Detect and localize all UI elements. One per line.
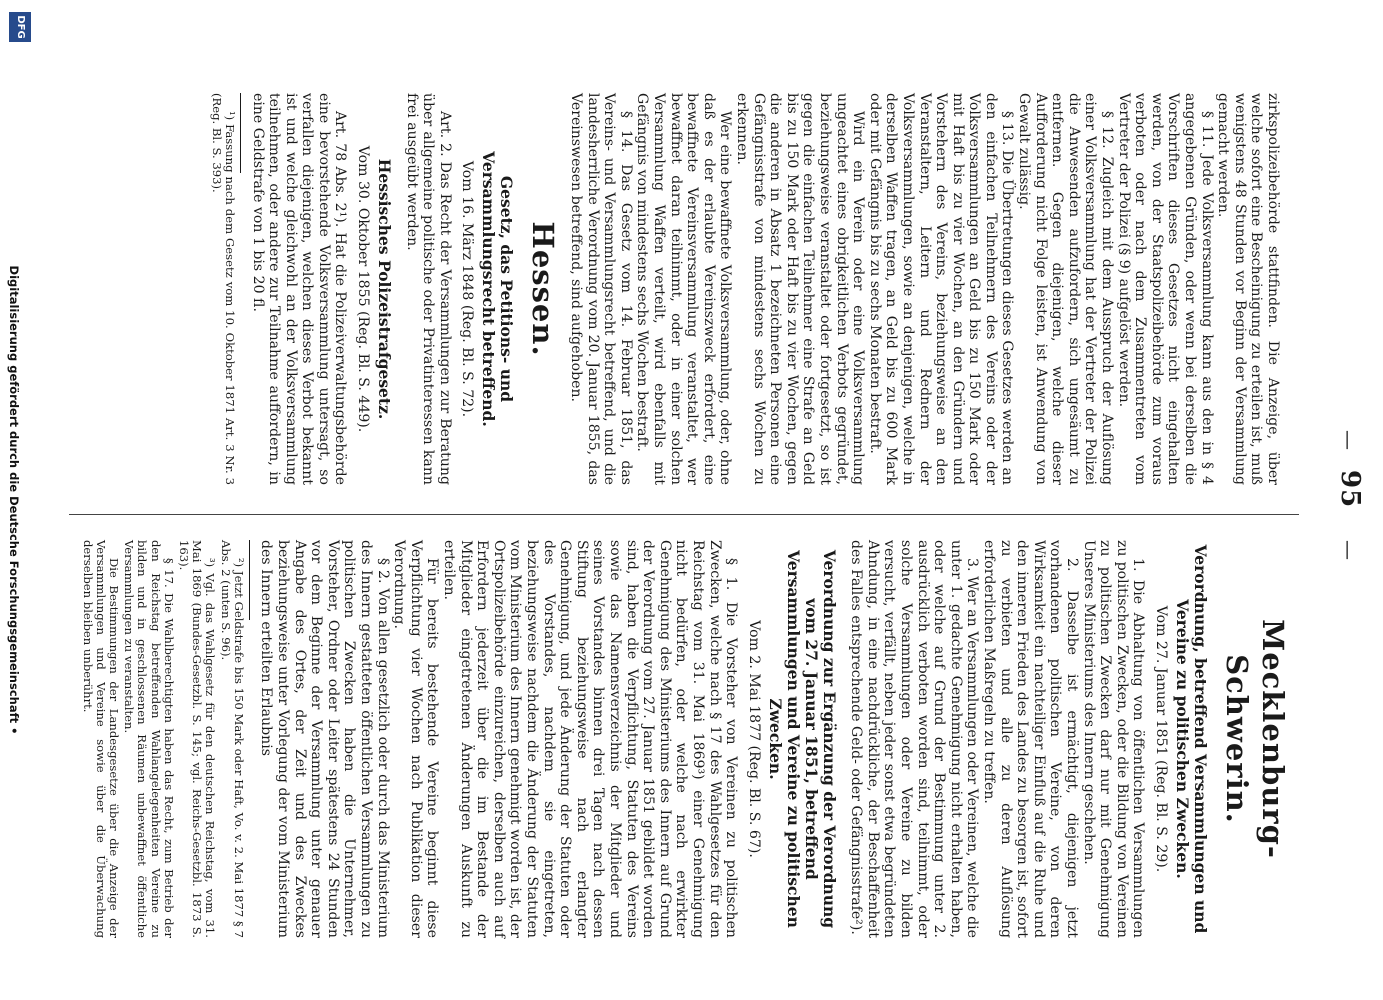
article-2: Art. 2. Das Recht der Versammlungen zur Beratung über allgemeine politische oder Privatinteressen kann frei ausgeübt werden.	[403, 93, 453, 485]
footnote-1: ¹) Fassung nach dem Gesetz vom 10. Oktober 1871 Art. 3 Nr. 3 (Reg. Bl. S. 393).	[209, 93, 237, 485]
footnote-rule	[249, 540, 250, 620]
right-column	[80, 540, 1297, 938]
page-header	[1321, 0, 1365, 1000]
footnote-3-continuation: Die Bestimmungen der Landesgesetze über die Anzeige der Versammlungen und Vereine sowie über die Überwachung derselben bleiben unberührt.	[80, 540, 122, 938]
ordinance-1851-date: Vom 27. Januar 1851 (Reg. Bl. S. 29).	[1153, 605, 1169, 873]
ordinance-1877-date: Vom 2. Mai 1877 (Reg. Bl. S. 67).	[745, 620, 762, 858]
section-12: § 12. Zugleich mit dem Ausspruch der Auflösung einer Volksversammlung hat der Vertreter der Polizei die Anwesenden aufzufordern, sich ungesäumt zu entfernen. Gegen diejenigen, welche dieser Aufforderung nicht Folge leisten, ist Anwendung von Gewalt zulässig.	[1016, 93, 1116, 485]
heading-police-law: Hessisches Polizeistrafgesetz.	[375, 158, 395, 420]
article-78: Art. 78 Abs. 2¹). Hat die Polizeiverwaltungsbehörde eine bevorstehende Volksversammlung untersagt, so verfallen diejenigen, welchen dieses Verbot bekannt ist und welche gleichwohl an der Volksversammlung teilnehmen, oder andere zur Teilnahme auffordern, in eine Geldstrafe von 1 bis 20 fl.	[249, 93, 349, 485]
section-2: § 2. Von allen gesetzlich oder durch das Ministerium des Innern gestatteten öffentlichen Versammlungen zu politischen Zwecken haben die Unternehmer, Vorsteher, Ordner oder Leiter spätestens 24 Stunden vor dem Beginne der Versammlung unter genauer Angabe des Ortes, der Zeit und des Zweckes beziehungsweise unter Vorlegung der vom Ministerium des Innern erteilten Erlaubnis	[258, 540, 391, 938]
header-dash-left: —	[1337, 430, 1361, 450]
section-13: § 13. Die Übertretungen dieses Gesetzes werden an den einfachen Teilnehmern des Vereins oder der Volksversammlungen an Geld bis zu 150 Mark oder mit Haft bis zu vier Wochen, an den Gründern und Vorstehern des Vereins, beziehungsweise an den Veranstaltern, Leitern und Rednern der Volksversammlungen, sowie an denjenigen, welche in derselben Waffen tragen, an Geld bis zu 600 Mark oder mit Gefängnis bis zu sechs Monaten bestraft.	[866, 93, 1016, 485]
heading-hessen: Hessen.	[526, 221, 561, 357]
section-14: § 14. Das Gesetz vom 14. Februar 1851, das Vereins- und Versammlungsrecht betreffend, und die landesherrliche Verordnung vom 20. Januar 1855, das Vereinswesen betreffend, sind aufgehoben.	[568, 93, 634, 485]
section-1: § 1. Die Vorsteher von Vereinen zu politischen Zwecken, welche nach § 17 des Wahlgesetzes für den Reichstag vom 31. Mai 1869³) einer Genehmigung nicht bedürfen, oder welche nach erwirkter Genehmigung des Ministeriums des Innern auf Grund der Verordnung vom 27. Januar 1851 gebildet worden sind, haben die Verpflichtung, Statuten des Vereins sowie das Namensverzeichnis der Mitglieder und seines Vorstandes binnen drei Tagen nach dessen Stiftung beziehungsweise nach erlangter Genehmigung, und jede Änderung der Statuten oder des Vorstandes, nachdem sie eingetreten, beziehungsweise nachdem die Änderung der Statuten vom Ministerium des Innern genehmigt worden ist, der Ortspolizeibehörde einzureichen, derselben auch auf Erfordern jederzeit über die im Bestande der Mitglieder eingetretenen Änderungen Auskunft zu erteilen.	[441, 540, 740, 938]
item-2: 2. Dasselbe ist ermächtigt, diejenigen jetzt vorhandenen politischen Vereine, von deren Wirksamkeit ein nachteiliger Einfluß auf die Ruhe und den inneren Frieden des Landes zu besorgen ist, sofort zu verbieten und alle zu deren Auflösung erforderlichen Maßregeln zu treffen.	[981, 540, 1081, 938]
footnote-3-section-17: § 17. Die Wahlberechtigten haben das Recht, zum Betrieb der den Reichstag betreffenden Wahlangelegenheiten Vereine zu bilden und in geschlossenen Räumen unbewaffnet öffentliche Versammlungen zu veranstalten.	[122, 540, 176, 938]
footnote-2: ²) Jetzt Geldstrafe bis 150 Mark oder Haft, Vo. v. 2. Mai 1877 § 7 Abs. 2 (unten S. 96).	[218, 540, 246, 938]
paragraph: zirkspolizeibehörde stattfinden. Die Anzeige, über welche sofort eine Bescheinigung zu erteilen ist, muß wenigstens 48 Stunden vor Beginn der Versammlung gemacht werden.	[1215, 93, 1281, 485]
footnote-rule	[240, 93, 241, 173]
heading-ordinance-1851: Verordnung, betreffend Versammlungen und Vereine zu politischen Zwecken.	[1173, 544, 1210, 934]
page-number: 95	[1335, 470, 1365, 509]
paragraph: Wer eine bewaffnete Volksversammlung, oder, ohne daß es der erlaubte Vereinszweck erfordert, eine bewaffnete Vereinsversammlung veranstaltet, wer bewaffnet daran teilnimmt, oder in einer solchen Versammlung Waffen verteilt, wird ebenfalls mit Gefängnis von mindestens sechs Wochen bestraft.	[634, 93, 734, 485]
heading-ordinance-1877: Verordnung zur Ergänzung der Verordnung vom 27. Januar 1851, betreffend Versammlungen und Vereine zu politischen Zwecken.	[765, 549, 839, 929]
digitization-credit: Digitalisierung gefördert durch die Deutsche Forschungsgemeinschaft •	[7, 265, 21, 735]
item-3: 3. Wer an Versammlungen oder Vereinen, welche die unter 1. gedachte Genehmigung nicht erhalten haben, oder welche auf Grund der Bestimmung unter 2. ausdrücklich verboten worden sind, teilnimmt, oder solche Versammlungen oder Vereine zu bilden versucht, verfällt, neben jeder sonst etwa begründeten Ahndung, in eine nachdrückliche, der Beschaffenheit des Falles entsprechende Geld- oder Gefängnisstrafe²).	[848, 540, 981, 938]
police-law-date: Vom 30. Oktober 1855 (Reg. Bl. S. 449).	[355, 145, 372, 433]
footnote-3: ³) Vgl. das Wahlgesetz für den deutschen Reichstag, vom 31. Mai 1869 (Bundes-Gesetzbl. S. 145; vgl. Reichs-Gesetzbl. 1873 S. 163).	[177, 540, 218, 938]
item-1: 1. Die Abhaltung von öffentlichen Versammlungen zu politischen Zwecken, oder die Bildung von Vereinen zu politischen Zwecken darf nur mit Genehmigung Unseres Ministeriums des Innern geschehen.	[1080, 540, 1147, 938]
header-dash-right: —	[1337, 540, 1361, 560]
paragraph: Für bereits bestehende Vereine beginnt diese Verpflichtung vier Wochen nach Publikation dieser Verordnung.	[391, 540, 441, 938]
left-column	[210, 93, 1281, 485]
paragraph: Wird ein Verein oder eine Volksversammlung ungeachtet eines obrigkeitlichen Verbots gegründet, beziehungsweise veranstaltet oder fortgesetzt, so ist gegen die einfachen Teilnehmer eine Strafe an Geld bis zu 150 Mark oder Haft bis zu vier Wochen, gegen die anderen in Absatz 1 bezeichneten Personen eine Gefängnisstrafe von mindestens sechs Wochen zu erkennen.	[734, 93, 867, 485]
section-11: § 11. Jede Volksversammlung kann aus den in § 4 angegebenen Gründen, oder wenn bei derselben die Vorschriften dieses Gesetzes nicht eingehalten werden, von der Staatspolizeibehörde zum voraus verboten oder nach dem Zusammentreten vom Vertreter der Polizei (§ 9) aufgelöst werden.	[1115, 93, 1215, 485]
petition-law-date: Vom 16. März 1848 (Reg. Bl. S. 72).	[459, 160, 476, 418]
heading-mecklenburg: Mecklenburg-Schwerin.	[1220, 619, 1290, 859]
dfg-logo: DFG	[9, 12, 31, 42]
column-divider	[69, 514, 1299, 515]
heading-petition-law: Gesetz, das Petitions- und Versammlungsrecht betreffend.	[479, 151, 517, 427]
